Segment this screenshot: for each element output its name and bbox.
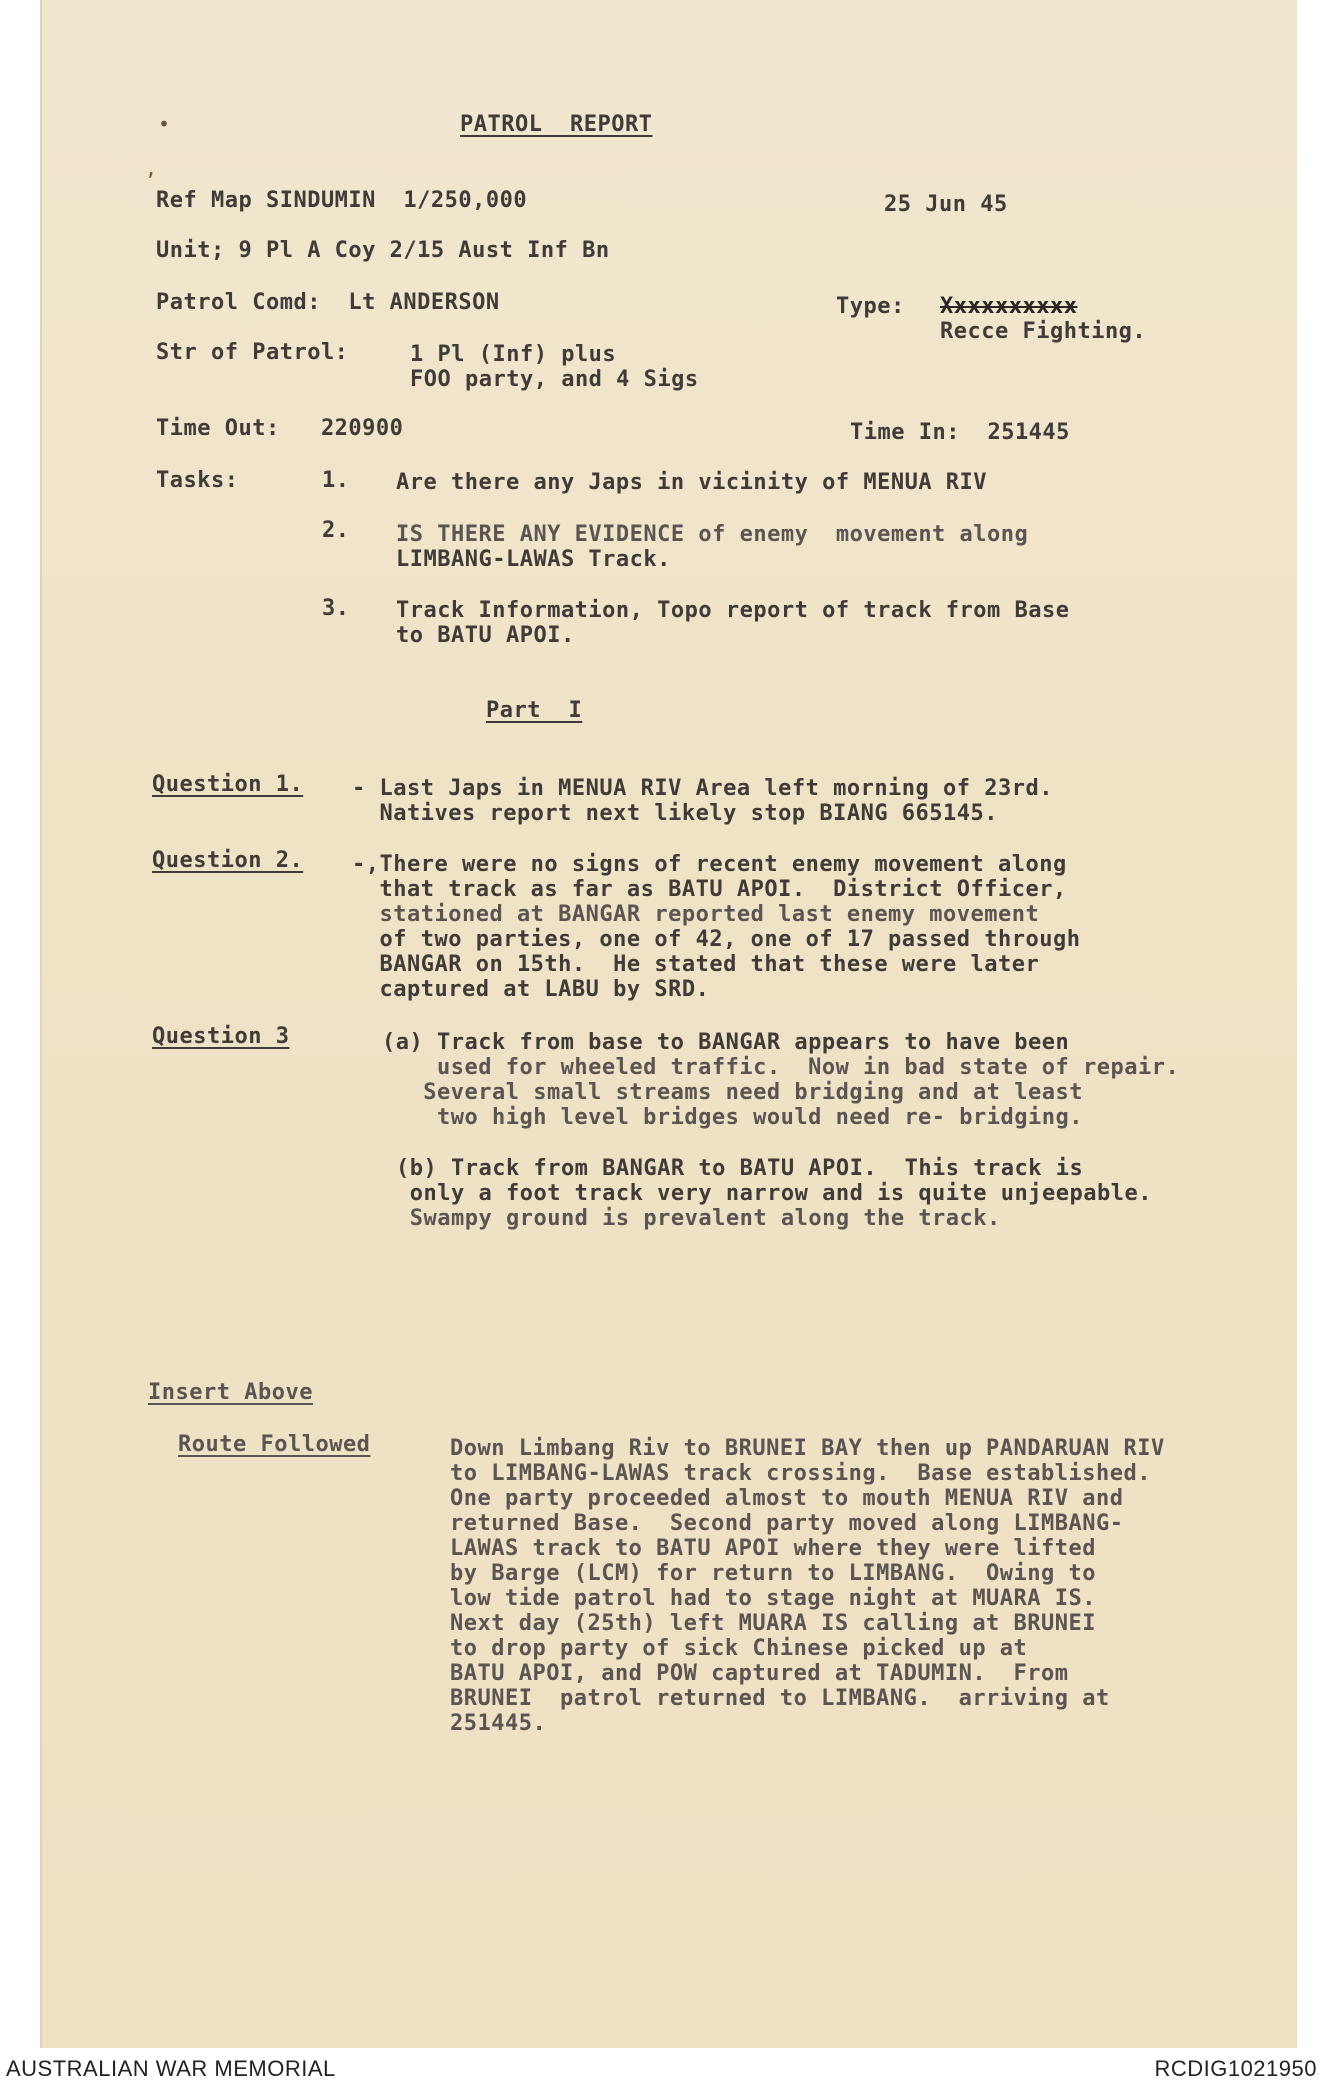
footer-id: RCDIG1021950 — [1154, 2056, 1317, 2081]
time-in: Time In: 251445 — [850, 420, 1070, 445]
route-line: LAWAS track to BATU APOI where they were lifted — [450, 1536, 1097, 1561]
str-label: Str of Patrol: — [156, 340, 349, 365]
footer-source: AUSTRALIAN WAR MEMORIAL — [6, 2056, 336, 2081]
ink-speck: • — [158, 112, 171, 136]
route-line: Down Limbang Riv to BRUNEI BAY then up PANDARUAN RIV — [450, 1436, 1165, 1461]
route-line: to drop party of sick Chinese picked up at — [450, 1636, 1028, 1661]
answer-line: Natives report next likely stop BIANG 665145. — [352, 801, 999, 826]
route-line: returned Base. Second party moved along LIMBANG- — [450, 1511, 1124, 1536]
task-line: LIMBANG-LAWAS Track. — [396, 547, 671, 572]
answer-line: -,There were no signs of recent enemy movement along — [352, 852, 1067, 877]
task-line: Are there any Japs in vicinity of MENUA RIV — [396, 470, 988, 495]
ref-map: Ref Map SINDUMIN 1/250,000 — [156, 188, 528, 213]
task-line: to BATU APOI. — [396, 623, 575, 648]
report-title: PATROL REPORT — [460, 112, 653, 137]
answer-line: Swampy ground is prevalent along the track. — [396, 1206, 1001, 1231]
insert-above: Insert Above — [148, 1380, 313, 1405]
route-line: to LIMBANG-LAWAS track crossing. Base established. — [450, 1461, 1152, 1486]
question-label: Question 1. — [152, 772, 304, 797]
report-date: 25 Jun 45 — [884, 192, 1008, 217]
type-value: Recce Fighting. — [940, 319, 1147, 344]
type-struck: Xxxxxxxxxx — [940, 294, 1078, 319]
patrol-comd: Patrol Comd: Lt ANDERSON — [156, 290, 500, 315]
unit: Unit; 9 Pl A Coy 2/15 Aust Inf Bn — [156, 238, 610, 263]
answer-line: - Last Japs in MENUA RIV Area left morning of 23rd. — [352, 776, 1054, 801]
route-line: Next day (25th) left MUARA IS calling at BRUNEI — [450, 1611, 1097, 1636]
route-line: by Barge (LCM) for return to LIMBANG. Owing to — [450, 1561, 1097, 1586]
str-line-2: FOO party, and 4 Sigs — [410, 367, 699, 392]
question-label: Question 2. — [152, 848, 304, 873]
answer-line: only a foot track very narrow and is quite unjeepable. — [396, 1181, 1152, 1206]
part-heading: Part I — [486, 698, 583, 723]
answer-line: (b) Track from BANGAR to BATU APOI. This track is — [396, 1156, 1084, 1181]
answer-line: of two parties, one of 42, one of 17 passed through — [352, 927, 1081, 952]
question-label: Question 3 — [152, 1024, 290, 1049]
answer-line: that track as far as BATU APOI. District Officer, — [352, 877, 1067, 902]
route-line: low tide patrol had to stage night at MUARA IS. — [450, 1586, 1097, 1611]
answer-line: Several small streams need bridging and at least — [382, 1080, 1084, 1105]
route-line: One party proceeded almost to mouth MENUA RIV and — [450, 1486, 1124, 1511]
answer-line: captured at LABU by SRD. — [352, 977, 710, 1002]
tasks-label: Tasks: — [156, 468, 239, 493]
route-label: Route Followed — [178, 1432, 371, 1457]
task-line: Track Information, Topo report of track from Base — [396, 598, 1070, 623]
time-out: Time Out: 220900 — [156, 416, 404, 441]
answer-line: BANGAR on 15th. He stated that these were later — [352, 952, 1040, 977]
answer-line: two high level bridges would need re- bridging. — [382, 1105, 1084, 1130]
route-line: BRUNEI patrol returned to LIMBANG. arriving at — [450, 1686, 1110, 1711]
type-label: Type: — [836, 294, 905, 319]
task-number: 3. — [322, 596, 350, 621]
task-number: 2. — [322, 518, 350, 543]
ink-speck: , — [145, 156, 158, 180]
task-line: IS THERE ANY EVIDENCE of enemy movement along — [396, 522, 1029, 547]
answer-line: (a) Track from base to BANGAR appears to have been — [382, 1030, 1070, 1055]
answer-line: used for wheeled traffic. Now in bad state of repair. — [382, 1055, 1180, 1080]
answer-line: stationed at BANGAR reported last enemy movement — [352, 902, 1040, 927]
route-line: BATU APOI, and POW captured at TADUMIN. From — [450, 1661, 1069, 1686]
str-line-1: 1 Pl (Inf) plus — [410, 342, 617, 367]
task-number: 1. — [322, 468, 350, 493]
route-line: 251445. — [450, 1711, 547, 1736]
